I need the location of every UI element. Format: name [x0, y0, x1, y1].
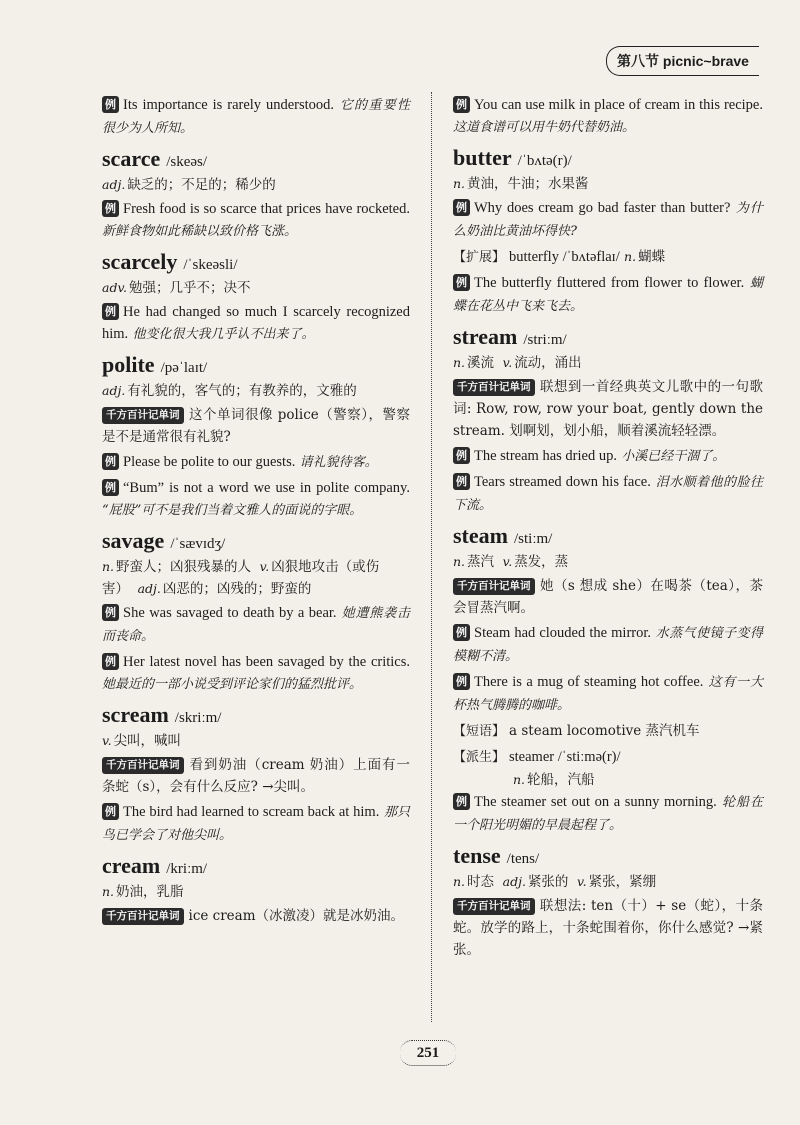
- example-en: Why does cream go bad faster than butter?: [474, 200, 731, 216]
- phrase-label: 【短语】: [453, 724, 506, 739]
- entry-polite: [102, 352, 410, 522]
- derivative-word: steamer /ˈstiːmə(r)/: [509, 749, 621, 765]
- phonetic: /ˈskeəsli/: [183, 257, 238, 273]
- phonetic: /kriːm/: [166, 861, 208, 877]
- phonetic: /striːm/: [523, 332, 567, 348]
- example-sentence: [102, 451, 410, 474]
- definition-text: 有礼貌的，客气的；有教养的，文雅的: [127, 383, 357, 399]
- part-of-speech: v.: [577, 874, 587, 889]
- memory-tip: [102, 905, 410, 927]
- memory-text: 这个单词很像 police（警察），警察是不是通常很有礼貌?: [102, 407, 410, 445]
- example-badge: 例: [102, 303, 119, 320]
- example-badge: 例: [453, 793, 470, 810]
- example-badge: 例: [102, 479, 119, 496]
- part-of-speech: n.: [102, 559, 115, 574]
- definition-text: 蒸发，蒸: [514, 554, 569, 570]
- example-badge: 例: [453, 199, 470, 216]
- example-zh: 他变化很大我几乎认不出来了。: [132, 327, 315, 342]
- headword-text: scarce: [102, 146, 161, 171]
- example-en: There is a mug of steaming hot coffee.: [474, 674, 704, 690]
- headword: [102, 853, 410, 879]
- phonetic: /skriːm/: [174, 710, 222, 726]
- example-badge: 例: [102, 453, 119, 470]
- example-badge: 例: [453, 673, 470, 690]
- headword: [102, 249, 410, 275]
- example-zh: 她遭熊袭击而丧命。: [102, 606, 410, 644]
- example-badge: 例: [102, 200, 119, 217]
- example-badge: 例: [102, 653, 119, 670]
- example-en: He had changed so much I scarcely recognized him.: [102, 304, 410, 342]
- definition-text: 蒸汽: [467, 554, 495, 570]
- entry-importance-tail: [102, 94, 410, 140]
- definition-text: 溪流: [467, 355, 495, 371]
- memory-text: 联想到一首经典英文儿歌中的一句歌词: Row, row, row your boat, gently down the stream. 划啊划，划小船，顺着溪流轻轻漂。: [453, 379, 763, 439]
- entry-scream: [102, 702, 410, 847]
- phonetic: /skeəs/: [166, 154, 208, 170]
- example-zh: 新鲜食物如此稀缺以致价格飞涨。: [102, 224, 298, 239]
- entry-tense: [453, 843, 763, 961]
- memory-tip: [102, 754, 410, 798]
- extension-label: 【扩展】: [453, 250, 506, 265]
- definition: [102, 556, 410, 600]
- derivative-meaning-line: [513, 769, 763, 791]
- page-number: 251: [400, 1040, 456, 1066]
- memory-tip: [102, 404, 410, 448]
- example-sentence: [453, 94, 763, 139]
- example-zh: 请礼貌待客。: [299, 455, 378, 470]
- part-of-speech: adj.: [102, 383, 126, 398]
- part-of-speech: v.: [502, 554, 513, 569]
- memory-text: ice cream（冰激凌）就是冰奶油。: [188, 908, 405, 924]
- example-en: Its importance is rarely understood.: [123, 97, 335, 113]
- example-sentence: [102, 198, 410, 243]
- example-zh: 为什么奶油比黄油坏得快?: [453, 201, 763, 239]
- example-badge: 例: [102, 96, 119, 113]
- headword: [453, 324, 763, 350]
- part-of-speech: n.: [453, 176, 466, 191]
- derivative-label: 【派生】: [453, 750, 506, 765]
- part-of-speech: adj.: [502, 874, 526, 889]
- part-of-speech: n.: [102, 884, 115, 899]
- part-of-speech: adj.: [137, 581, 161, 596]
- headword: [453, 523, 763, 549]
- example-sentence: [453, 471, 763, 517]
- part-of-speech: n.: [453, 874, 466, 889]
- example-sentence: [102, 602, 410, 648]
- headword-text: savage: [102, 528, 165, 553]
- definition-text: 紧张的: [527, 874, 569, 890]
- part-of-speech: v.: [502, 355, 513, 370]
- example-zh: 这道食谱可以用牛奶代替奶油。: [453, 120, 636, 135]
- memory-tip: [453, 575, 763, 619]
- example-zh: 这有一大杯热气腾腾的咖啡。: [453, 675, 763, 713]
- phonetic: /pəˈlaɪt/: [160, 360, 208, 376]
- example-badge: 例: [102, 604, 119, 621]
- definition-text: 奶油，乳脂: [116, 884, 184, 900]
- part-of-speech: adj.: [102, 177, 126, 192]
- headword: [102, 528, 410, 554]
- headword: [453, 843, 763, 869]
- example-badge: 例: [453, 96, 470, 113]
- derivative-meaning: 轮船，汽船: [527, 772, 595, 788]
- example-en: Please be polite to our guests.: [123, 454, 296, 470]
- headword: [102, 146, 410, 172]
- memory-badge: 千方百计记单词: [453, 578, 535, 595]
- example-en: The bird had learned to scream back at him.: [123, 804, 380, 820]
- section-tab: 第八节 picnic~brave: [606, 46, 759, 76]
- example-en: Steam had clouded the mirror.: [474, 625, 651, 641]
- phonetic: /ˈbʌtə(r)/: [517, 153, 572, 169]
- part-of-speech: n.: [513, 772, 526, 787]
- derivative-note: [453, 746, 763, 769]
- memory-badge: 千方百计记单词: [453, 898, 535, 915]
- part-of-speech: n.: [624, 249, 637, 264]
- entry-cream: [102, 853, 410, 927]
- memory-badge: 千方百计记单词: [102, 757, 184, 774]
- headword-text: polite: [102, 352, 155, 377]
- phrase-note: [453, 720, 763, 743]
- memory-text: 联想法: ten（十）+ se（蛇），十条蛇。放学的路上，十条蛇围着你，你什么感觉? →紧张。: [453, 898, 763, 958]
- example-en: She was savaged to death by a bear.: [123, 605, 337, 621]
- definition-text: 凶恶的；凶残的；野蛮的: [162, 581, 312, 597]
- example-sentence: [453, 622, 763, 668]
- phonetic: /ˈsævɪdʒ/: [170, 536, 226, 552]
- example-sentence: [102, 801, 410, 847]
- example-sentence: [453, 791, 763, 837]
- example-zh: 泪水顺着他的脸往下流。: [453, 475, 763, 513]
- example-en: The steamer set out on a sunny morning.: [474, 794, 717, 810]
- example-en: You can use milk in place of cream in this recipe.: [474, 97, 763, 113]
- part-of-speech: v.: [102, 733, 112, 748]
- headword-text: tense: [453, 843, 501, 868]
- definition: [102, 881, 410, 903]
- part-of-speech: n.: [453, 355, 466, 370]
- memory-tip: [453, 376, 763, 442]
- example-badge: 例: [453, 624, 470, 641]
- example-badge: 例: [453, 274, 470, 291]
- definition: [102, 277, 410, 299]
- headword-text: stream: [453, 324, 518, 349]
- example-zh: 它的重要性很少为人所知。: [102, 98, 410, 136]
- headword-text: scarcely: [102, 249, 178, 274]
- example-zh: 小溪已经干涸了。: [621, 449, 726, 464]
- definition-text: 紧张，紧绷: [588, 874, 657, 890]
- headword: [102, 702, 410, 728]
- example-zh: 轮船在一个阳光明媚的早晨起程了。: [453, 795, 763, 833]
- headword: [102, 352, 410, 378]
- extension-meaning: 蝴蝶: [638, 249, 666, 265]
- example-sentence: [453, 272, 763, 318]
- example-sentence: [453, 197, 763, 243]
- headword-text: butter: [453, 145, 512, 170]
- example-en: Tears streamed down his face.: [474, 474, 651, 490]
- definition-text: 凶狠地攻击（或伤害）: [102, 559, 380, 597]
- example-sentence: [102, 477, 410, 522]
- entry-stream: [453, 324, 763, 517]
- phonetic: /stiːm/: [513, 531, 553, 547]
- example-en: “Bum” is not a word we use in polite company.: [123, 480, 410, 496]
- definition: [453, 871, 763, 893]
- example-zh: 水蒸气使镜子变得模糊不清。: [453, 626, 763, 664]
- headword-text: scream: [102, 702, 169, 727]
- example-badge: 例: [453, 447, 470, 464]
- headword-text: cream: [102, 853, 161, 878]
- memory-badge: 千方百计记单词: [453, 379, 535, 396]
- left-column: [102, 94, 410, 933]
- entry-butter: [453, 145, 763, 318]
- definition: [453, 352, 763, 374]
- example-en: The stream has dried up.: [474, 448, 617, 464]
- definition: [102, 730, 410, 752]
- definition: [453, 551, 763, 573]
- definition: [453, 173, 763, 195]
- part-of-speech: adv.: [102, 280, 128, 295]
- phrase-text: a steam locomotive 蒸汽机车: [509, 723, 700, 739]
- entry-scarcely: [102, 249, 410, 346]
- memory-text: 看到奶油（cream 奶油）上面有一条蛇（s），会有什么反应? →尖叫。: [102, 757, 410, 795]
- memory-tip: [453, 895, 763, 961]
- definition-text: 时态: [467, 874, 495, 890]
- definition-text: 野蛮人；凶狠残暴的人: [116, 559, 252, 575]
- definition-text: 尖叫，喊叫: [113, 733, 182, 749]
- definition: [102, 174, 410, 196]
- part-of-speech: v.: [259, 559, 270, 574]
- example-sentence: [102, 651, 410, 696]
- right-column: [453, 94, 763, 967]
- headword-text: steam: [453, 523, 508, 548]
- entry-scarce: [102, 146, 410, 243]
- definition-text: 黄油，牛油；水果酱: [467, 176, 589, 192]
- headword: [453, 145, 763, 171]
- example-zh: 蝴蝶在花丛中飞来飞去。: [453, 276, 764, 314]
- entry-steam: [453, 523, 763, 837]
- memory-badge: 千方百计记单词: [102, 407, 184, 424]
- extension-note: [453, 246, 763, 269]
- example-en: The butterfly fluttered from flower to flower.: [474, 275, 745, 291]
- part-of-speech: n.: [453, 554, 466, 569]
- example-sentence: [102, 301, 410, 346]
- memory-text: 她（s 想成 she）在喝茶（tea），茶会冒蒸汽啊。: [453, 578, 763, 616]
- definition-text: 流动，涌出: [514, 355, 582, 371]
- extension-word: butterfly /ˈbʌtəflaɪ/: [509, 249, 620, 265]
- example-sentence: [453, 445, 763, 468]
- example-zh: “屁股”可不是我们当着文雅人的面说的字眼。: [102, 503, 363, 518]
- example-badge: 例: [102, 803, 119, 820]
- definition-text: 缺乏的；不足的；稀少的: [127, 177, 276, 193]
- column-divider: [431, 92, 432, 1022]
- example-en: Her latest novel has been savaged by the critics.: [123, 654, 410, 670]
- memory-badge: 千方百计记单词: [102, 908, 184, 925]
- example-en: Fresh food is so scarce that prices have rocketed.: [123, 201, 410, 217]
- example-sentence: [453, 671, 763, 717]
- example-badge: 例: [453, 473, 470, 490]
- example-zh: 那只鸟已学会了对他尖叫。: [102, 805, 410, 843]
- entry-savage: [102, 528, 410, 696]
- phonetic: /tens/: [506, 851, 540, 867]
- definition-text: 勉强；几乎不；决不: [129, 280, 251, 296]
- example-zh: 她最近的一部小说受到评论家们的猛烈批评。: [102, 677, 363, 692]
- example-sentence: [102, 94, 410, 140]
- definition: [102, 380, 410, 402]
- entry-cream-tail: [453, 94, 763, 139]
